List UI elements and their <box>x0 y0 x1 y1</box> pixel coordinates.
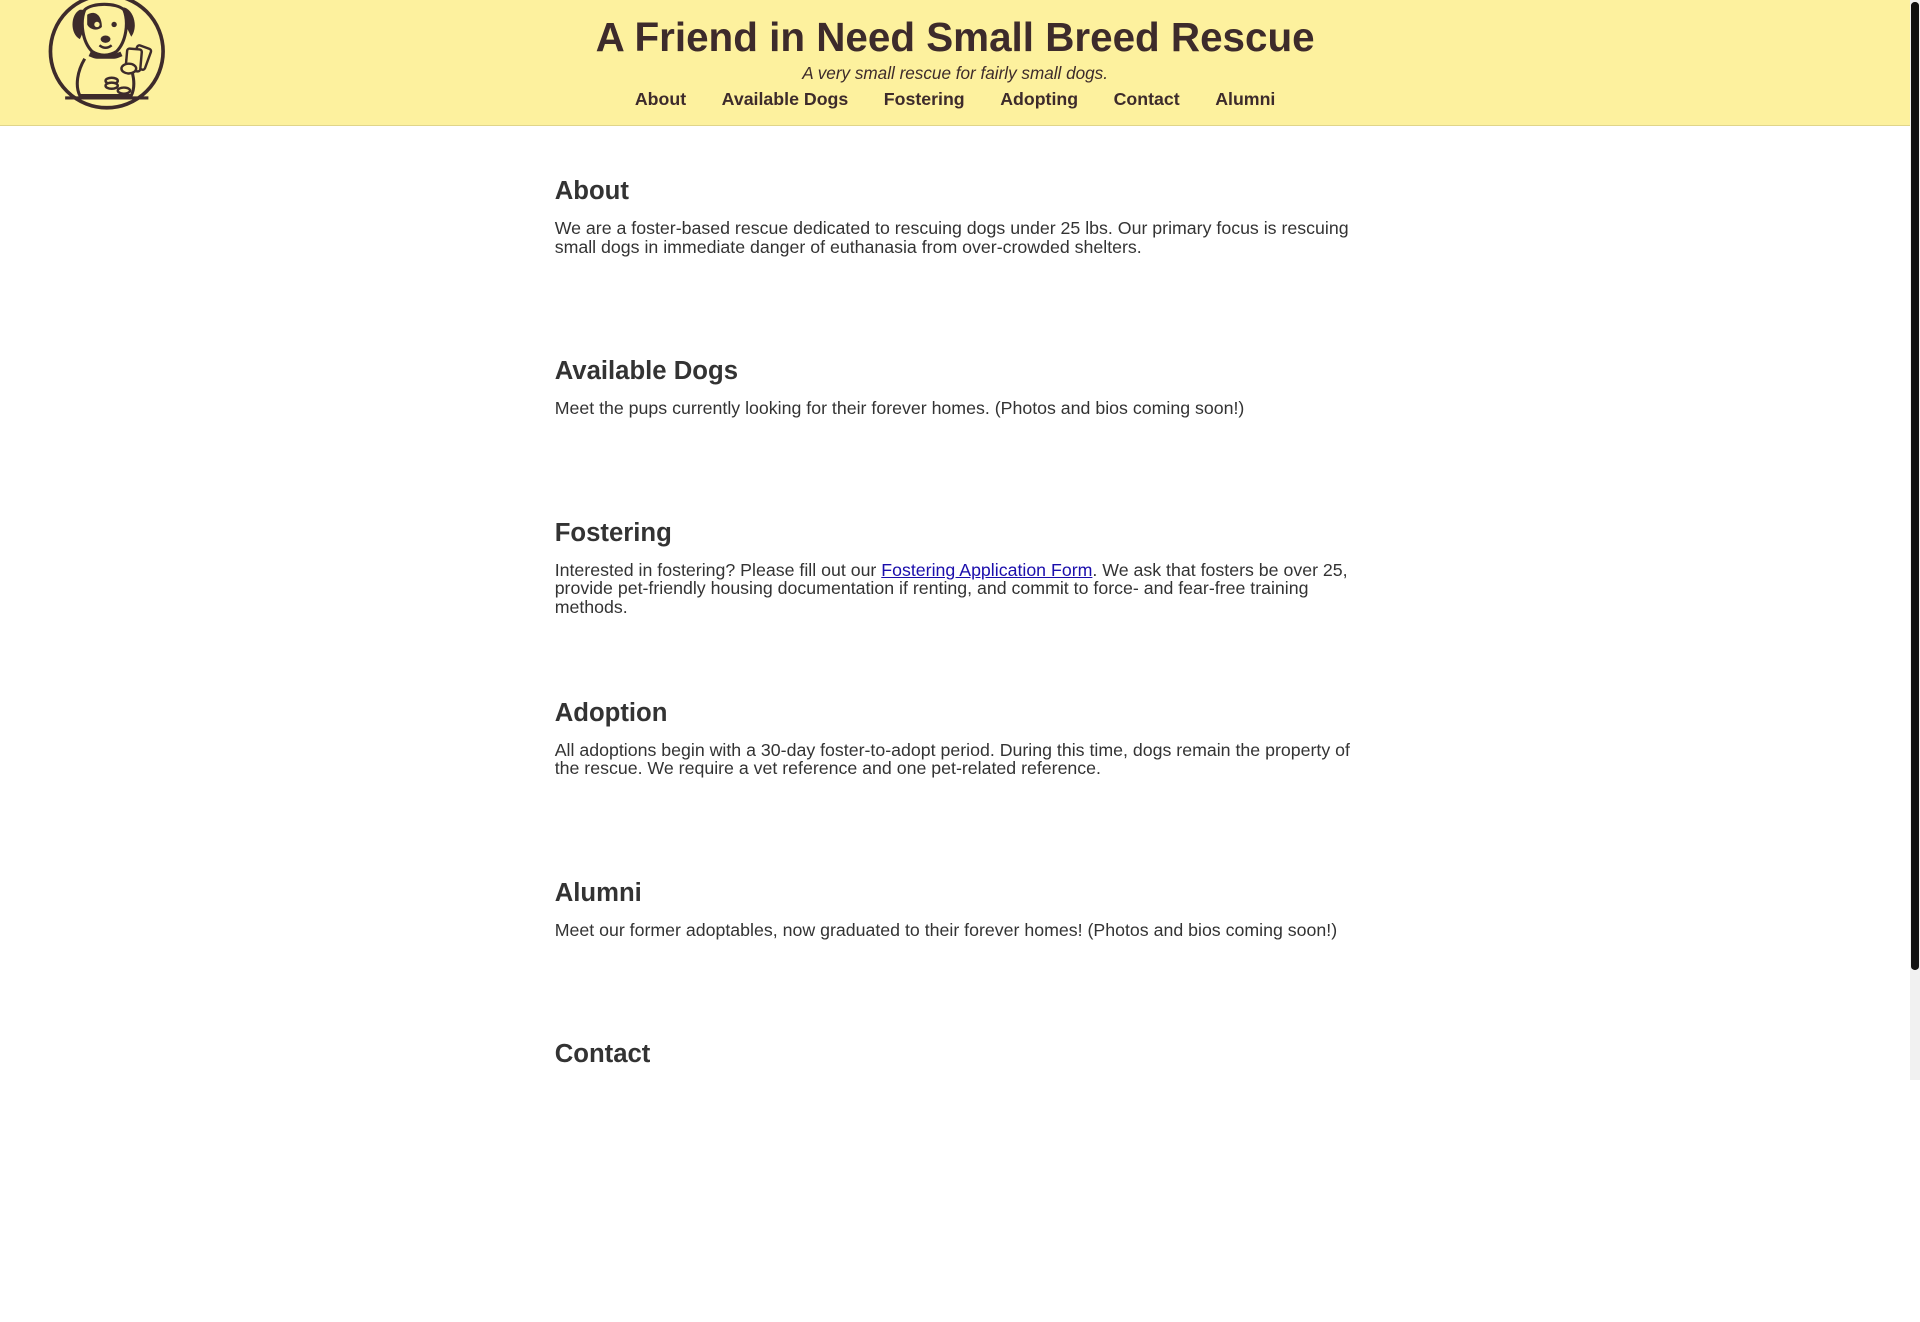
alumni-heading: Alumni <box>554 878 642 907</box>
page-scrollbar[interactable] <box>1910 0 1920 1080</box>
available-dogs-text: Meet the pups currently looking for their forever homes. (Photos and bios coming soon!) <box>554 398 1245 419</box>
fostering-text-before: Interested in fostering? Please fill out our <box>554 559 882 580</box>
available-dogs-heading: Available Dogs <box>554 356 738 385</box>
about-text: We are a foster-based rescue dedicated to rescuing dogs under 25 lbs. Our primary focus is rescuing small dogs in immediate danger of euthanasia from over-crowded shelters. <box>554 218 1349 257</box>
nav-available-dogs[interactable]: Available Dogs <box>721 89 849 110</box>
about-section <box>555 174 1363 256</box>
fostering-heading: Fostering <box>554 518 672 547</box>
contact-heading: Contact <box>554 1040 651 1069</box>
adoption-heading: Adoption <box>554 698 668 727</box>
fostering-text-after: . We ask that fosters be over 25, provide pet-friendly housing documentation if renting, and commit to force- and fear-free training methods. <box>554 559 1348 617</box>
main-nav <box>0 88 1910 110</box>
fostering-section <box>555 516 1363 616</box>
alumni-section <box>555 876 1363 940</box>
fostering-text <box>555 561 1363 616</box>
adoption-section <box>555 696 1363 778</box>
nav-alumni[interactable]: Alumni <box>1215 89 1276 110</box>
site-tagline: A very small rescue for fairly small dogs. <box>802 62 1109 83</box>
nav-contact[interactable]: Contact <box>1113 89 1180 110</box>
contact-section <box>555 1037 1363 1071</box>
about-heading: About <box>554 176 629 205</box>
site-header <box>0 0 1910 126</box>
nav-fostering[interactable]: Fostering <box>883 89 965 110</box>
alumni-text: Meet our former adoptables, now graduated to their forever homes! (Photos and bios coming soon!) <box>554 919 1338 940</box>
nav-adopting[interactable]: Adopting <box>1000 89 1079 110</box>
nav-about[interactable]: About <box>634 89 687 110</box>
scrollbar-thumb[interactable] <box>1911 2 1918 969</box>
adoption-text: All adoptions begin with a 30-day foster-to-adopt period. During this time, dogs remain the property of the rescue. We require a vet reference and one pet-related reference. <box>554 739 1350 779</box>
available-dogs-section <box>555 354 1363 418</box>
fostering-application-link[interactable]: Fostering Application Form <box>881 559 1093 580</box>
site-title: A Friend in Need Small Breed Rescue <box>595 14 1315 61</box>
